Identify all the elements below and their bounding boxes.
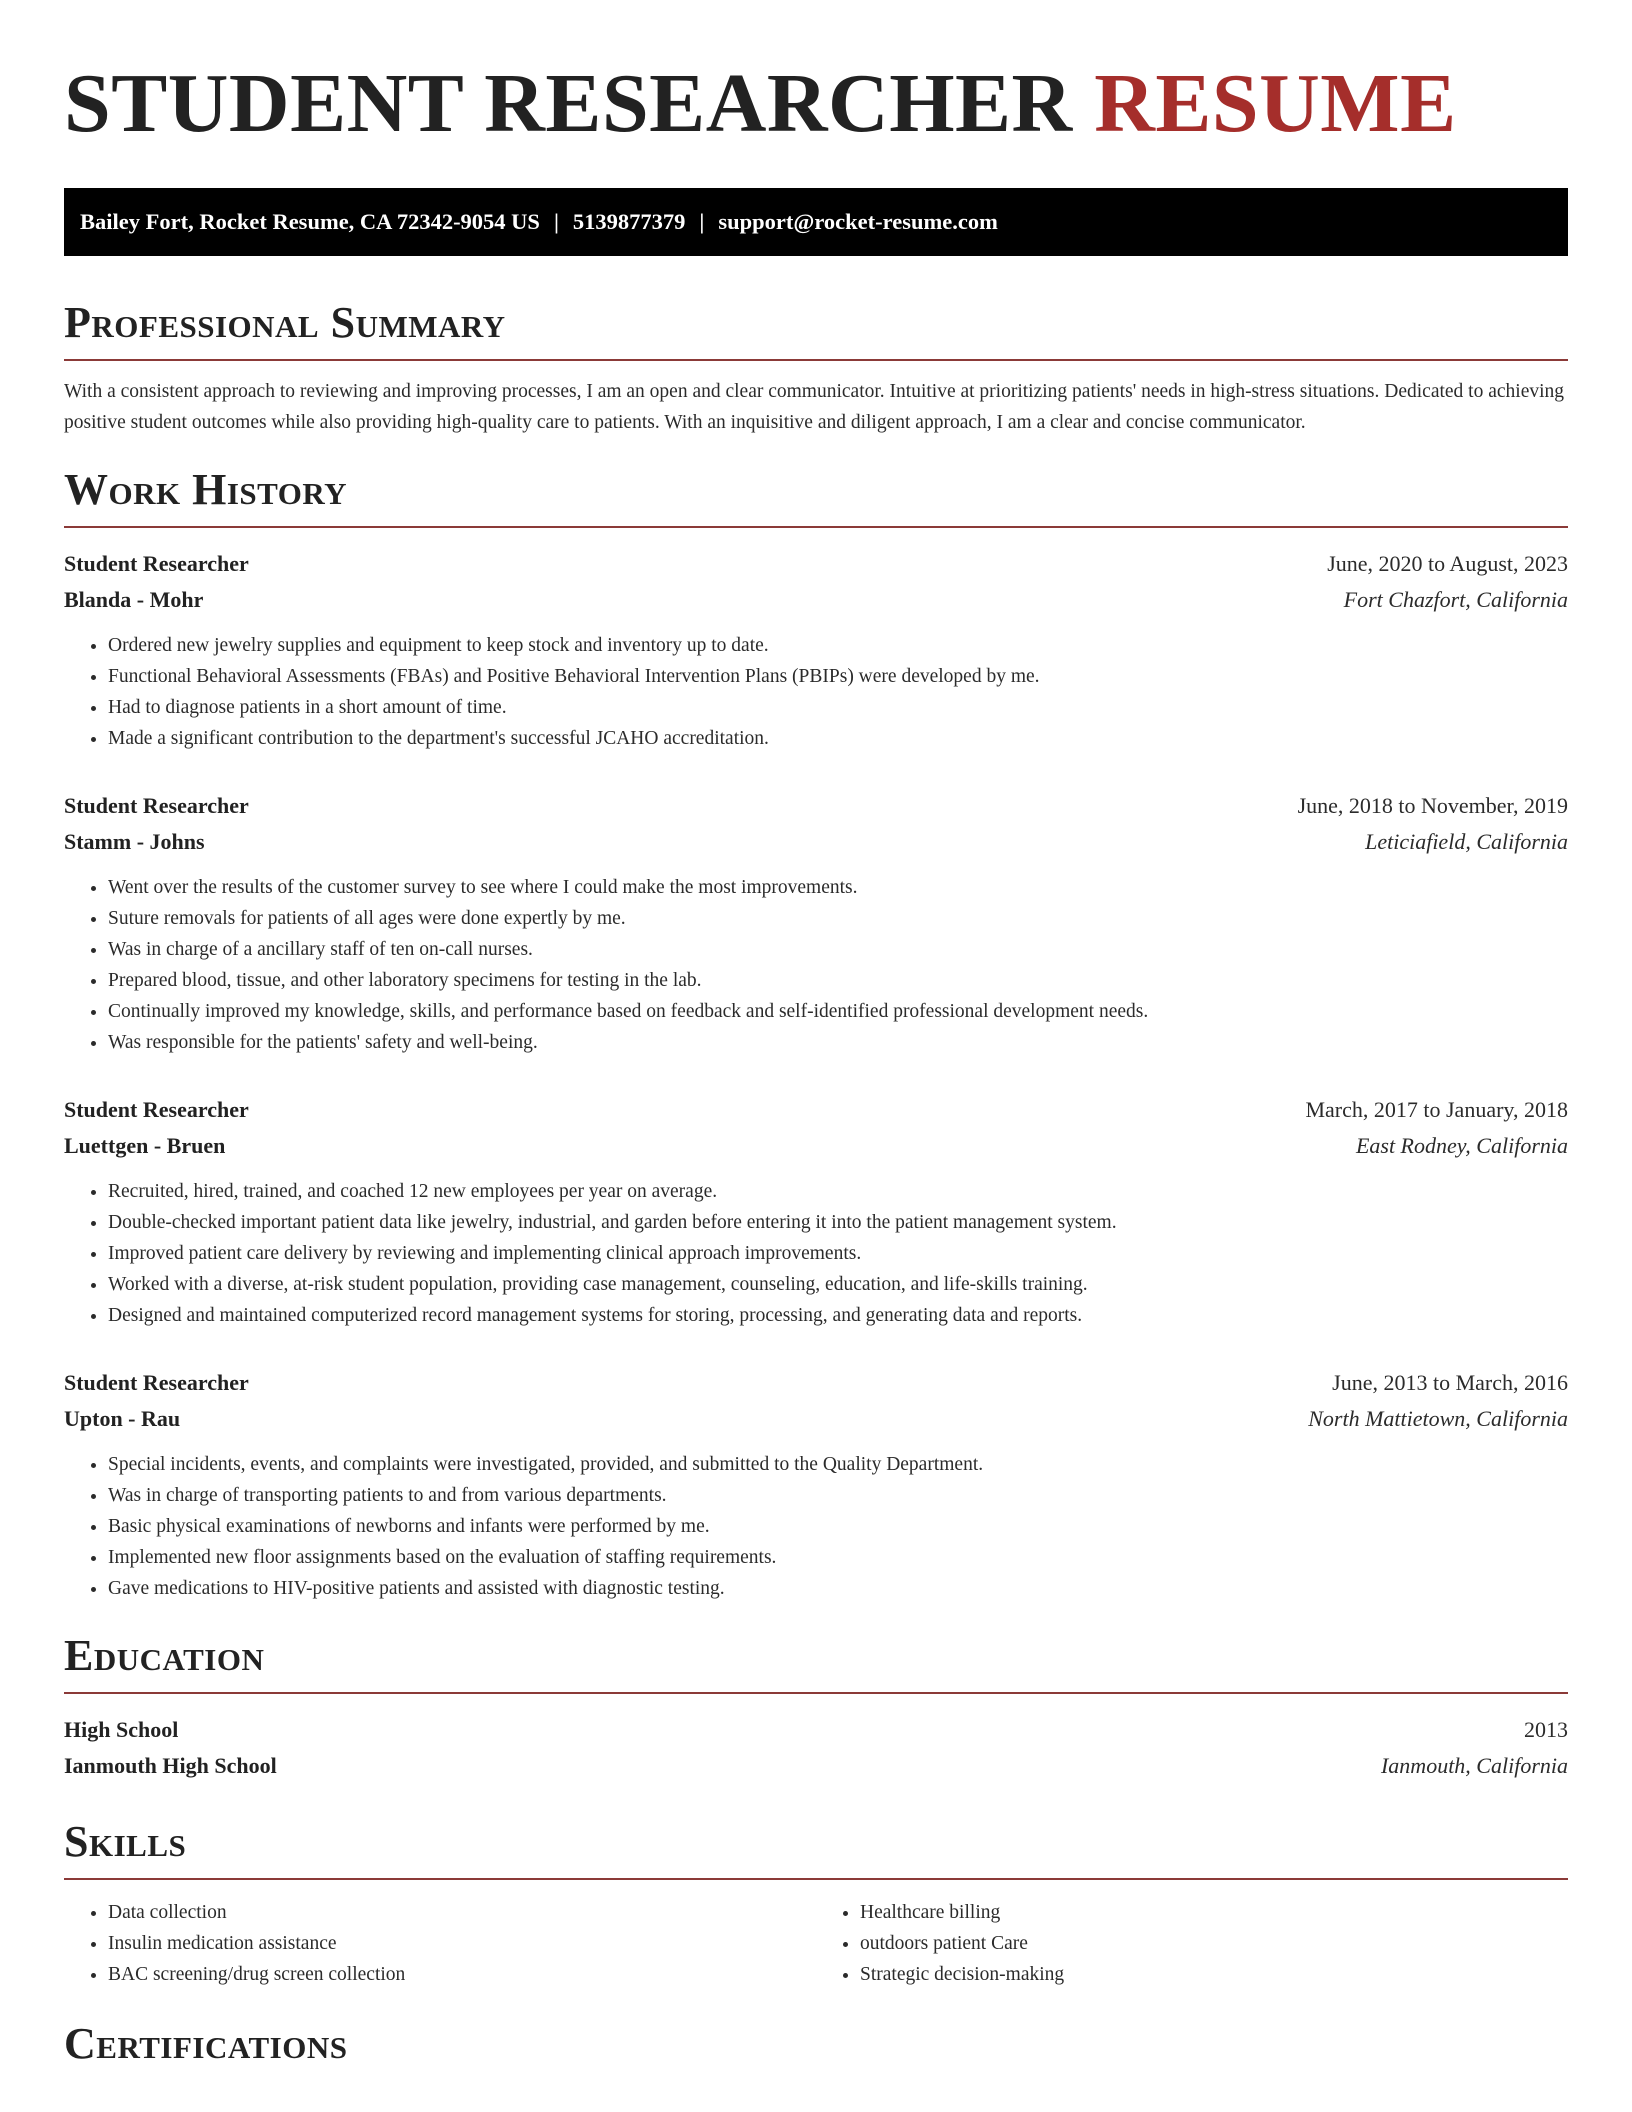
title-accent: RESUME [1094,57,1457,150]
education-section [64,1628,1568,1784]
section-heading: Skills [64,1817,187,1866]
education-school: Ianmouth High School [64,1753,277,1778]
list-item: • Improved patient care delivery by reviewing and implementing clinical approach improvements. [108,1238,1568,1269]
job-title: Student Researcher [64,551,249,576]
skill-item: • BAC screening/drug screen collection [108,1959,816,1990]
job-entry [64,1092,1568,1331]
skill-item: • Healthcare billing [860,1897,1568,1928]
job-company: Stamm - Johns [64,829,205,854]
job-title: Student Researcher [64,1370,249,1395]
job-entry [64,788,1568,1058]
summary-section [64,295,1568,438]
skill-item: • Insulin medication assistance [108,1928,816,1959]
list-item: • Implemented new floor assignments based on the evaluation of staffing requirements. [108,1542,1568,1573]
list-item: • Worked with a diverse, at-risk student population, providing case management, counseling, education, and life-skills training. [108,1269,1568,1300]
job-bullets [64,630,1568,754]
skill-item: • outdoors patient Care [860,1928,1568,1959]
section-divider [64,359,1568,361]
job-header-row [64,546,1568,582]
section-heading: Certifications [64,2019,348,2068]
job-bullets [64,1176,1568,1331]
list-item: • Ordered new jewelry supplies and equipment to keep stock and inventory up to date. [108,630,1568,661]
job-company-row [64,1128,1568,1164]
job-dates: June, 2018 to November, 2019 [1297,793,1568,818]
job-header-row [64,1092,1568,1128]
skills-section [64,1814,1568,1990]
job-location: Fort Chazfort, California [1343,587,1568,612]
list-item: • Went over the results of the customer survey to see where I could make the most improvements. [108,872,1568,903]
list-item: • Gave medications to HIV-positive patients and assisted with diagnostic testing. [108,1573,1568,1604]
resume-title [64,56,1568,152]
list-item: • Designed and maintained computerized record management systems for storing, processing, and generating data and reports. [108,1300,1568,1331]
job-location: Leticiafield, California [1365,829,1568,854]
job-location: North Mattietown, California [1308,1406,1568,1431]
education-header-row [64,1712,1568,1748]
list-item: • Recruited, hired, trained, and coached 12 new employees per year on average. [108,1176,1568,1207]
list-item: • Functional Behavioral Assessments (FBAs) and Positive Behavioral Intervention Plans (PBIPs) were developed by me. [108,661,1568,692]
job-title: Student Researcher [64,793,249,818]
education-school-row [64,1748,1568,1784]
list-item: • Was in charge of transporting patients to and from various departments. [108,1480,1568,1511]
job-bullets [64,1449,1568,1604]
job-bullets [64,872,1568,1058]
contact-phone: 5139877379 [572,209,686,234]
job-company: Luettgen - Bruen [64,1133,226,1158]
job-dates: June, 2013 to March, 2016 [1332,1370,1568,1395]
list-item: • Was in charge of a ancillary staff of ten on-call nurses. [108,934,1568,965]
list-item: • Prepared blood, tissue, and other laboratory specimens for testing in the lab. [108,965,1568,996]
title-main: STUDENT RESEARCHER [64,57,1073,150]
work-history-section [64,462,1568,1604]
job-header-row [64,788,1568,824]
section-divider [64,526,1568,528]
education-year: 2013 [1524,1717,1568,1742]
job-company: Upton - Rau [64,1406,181,1431]
list-item: • Basic physical examinations of newborns and infants were performed by me. [108,1511,1568,1542]
list-item: • Continually improved my knowledge, skills, and performance based on feedback and self-identified professional development needs. [108,996,1568,1027]
list-item: • Special incidents, events, and complaints were investigated, provided, and submitted to the Quality Department. [108,1449,1568,1480]
section-divider [64,1692,1568,1694]
education-entry [64,1712,1568,1784]
job-location: East Rodney, California [1355,1133,1568,1158]
job-header-row [64,1365,1568,1401]
list-item: • Double-checked important patient data like jewelry, industrial, and garden before entering it into the patient management system. [108,1207,1568,1238]
list-item: • Had to diagnose patients in a short amount of time. [108,692,1568,723]
education-location: Ianmouth, California [1380,1753,1568,1778]
section-heading: Work History [64,465,348,514]
job-company-row [64,1401,1568,1437]
skill-item: • Strategic decision-making [860,1959,1568,1990]
job-company: Blanda - Mohr [64,587,204,612]
job-entry [64,546,1568,754]
contact-address: Bailey Fort, Rocket Resume, CA 72342-9054 US [80,209,540,234]
skills-list-right [816,1897,1568,1990]
list-item: • Suture removals for patients of all ages were done expertly by me. [108,903,1568,934]
job-company-row [64,824,1568,860]
list-item: • Was responsible for the patients' safety and well-being. [108,1027,1568,1058]
certifications-section [64,2016,1568,2072]
job-title: Student Researcher [64,1097,249,1122]
job-dates: March, 2017 to January, 2018 [1305,1097,1568,1122]
section-divider [64,1878,1568,1880]
contact-separator: | [699,209,705,234]
skills-list-left [64,1897,816,1990]
job-company-row [64,582,1568,618]
job-dates: June, 2020 to August, 2023 [1327,551,1568,576]
skills-columns [64,1897,1568,1990]
contact-separator: | [553,209,559,234]
education-degree: High School [64,1717,179,1742]
list-item: • Made a significant contribution to the department's successful JCAHO accreditation. [108,723,1568,754]
contact-bar [64,188,1568,256]
section-heading: Professional Summary [64,298,506,347]
summary-text: With a consistent approach to reviewing and improving processes, I am an open and clear communicator. Intuitive at prioritizing patients' needs in high-stress situations. Dedicated to achieving positive student outcomes while also providing high-quality care to patients. With an inquisitive and diligent approach, I am a clear and concise communicator. [64,381,1565,433]
contact-email: support@rocket-resume.com [718,209,998,234]
section-heading: Education [64,1631,265,1680]
job-entry [64,1365,1568,1604]
skill-item: • Data collection [108,1897,816,1928]
